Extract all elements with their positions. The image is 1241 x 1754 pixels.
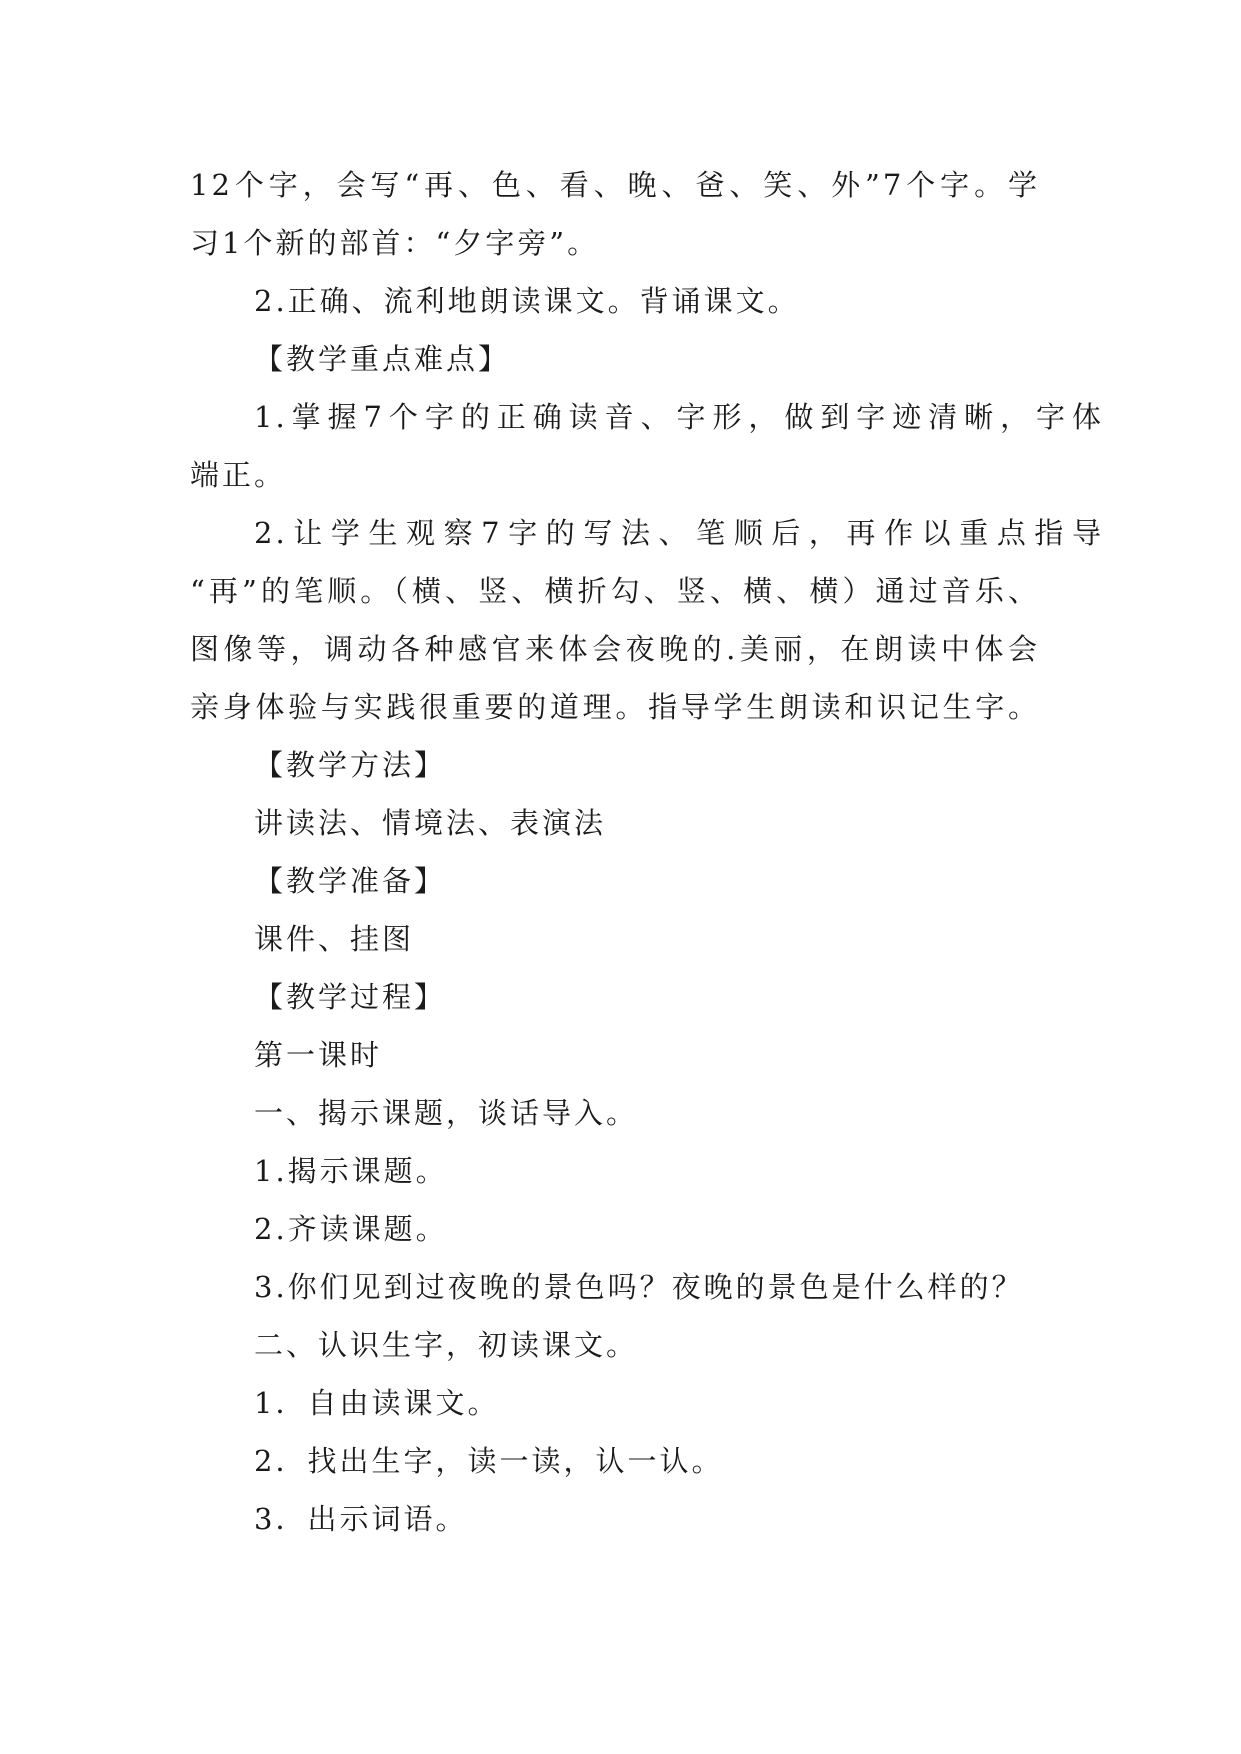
section-heading: 【教学准备】 — [254, 864, 447, 898]
document-body — [190, 156, 1104, 1548]
text-line: 亲身体验与实践很重要的道理。指导学生朗读和识记生字。 — [190, 690, 1040, 724]
lesson-period-title: 第一课时 — [254, 1038, 383, 1072]
text-line: 讲读法、情境法、表演法 — [254, 806, 607, 840]
text-line: 图像等，调动各种感官来体会夜晚的.美丽，在朗读中体会 — [190, 632, 1040, 666]
text-line: “再”的笔顺。（横、竖、横折勾、竖、横、横）通过音乐、 — [190, 574, 1040, 608]
text-line: 课件、挂图 — [254, 922, 415, 956]
step-heading: 一、揭示课题，谈话导入。 — [254, 1096, 639, 1130]
section-heading: 【教学过程】 — [254, 980, 447, 1014]
section-heading: 【教学方法】 — [254, 748, 447, 782]
key-point-item: 2.让学生观察7字的写法、笔顺后，再作以重点指导 — [254, 516, 1104, 550]
step-item: 3．出示词语。 — [254, 1502, 468, 1536]
key-point-item: 1.掌握7个字的正确读音、字形，做到字迹清晰，字体 — [254, 400, 1104, 434]
step-item: 2．找出生字，读一读，认一认。 — [254, 1444, 724, 1478]
text-line: 习1个新的部首：“夕字旁”。 — [190, 226, 600, 260]
step-heading: 二、认识生字，初读课文。 — [254, 1328, 639, 1362]
text-line: 端正。 — [190, 458, 287, 492]
section-heading: 【教学重点难点】 — [254, 342, 511, 376]
step-item: 1．自由读课文。 — [254, 1386, 500, 1420]
step-item: 3.你们见到过夜晚的景色吗？夜晚的景色是什么样的？ — [254, 1270, 1024, 1304]
objective-item: 2.正确、流利地朗读课文。背诵课文。 — [254, 284, 800, 318]
step-item: 2.齐读课题。 — [254, 1212, 448, 1246]
step-item: 1.揭示课题。 — [254, 1154, 448, 1188]
text-line: 12个字，会写“再、色、看、晚、爸、笑、外”7个字。学 — [190, 168, 1040, 202]
